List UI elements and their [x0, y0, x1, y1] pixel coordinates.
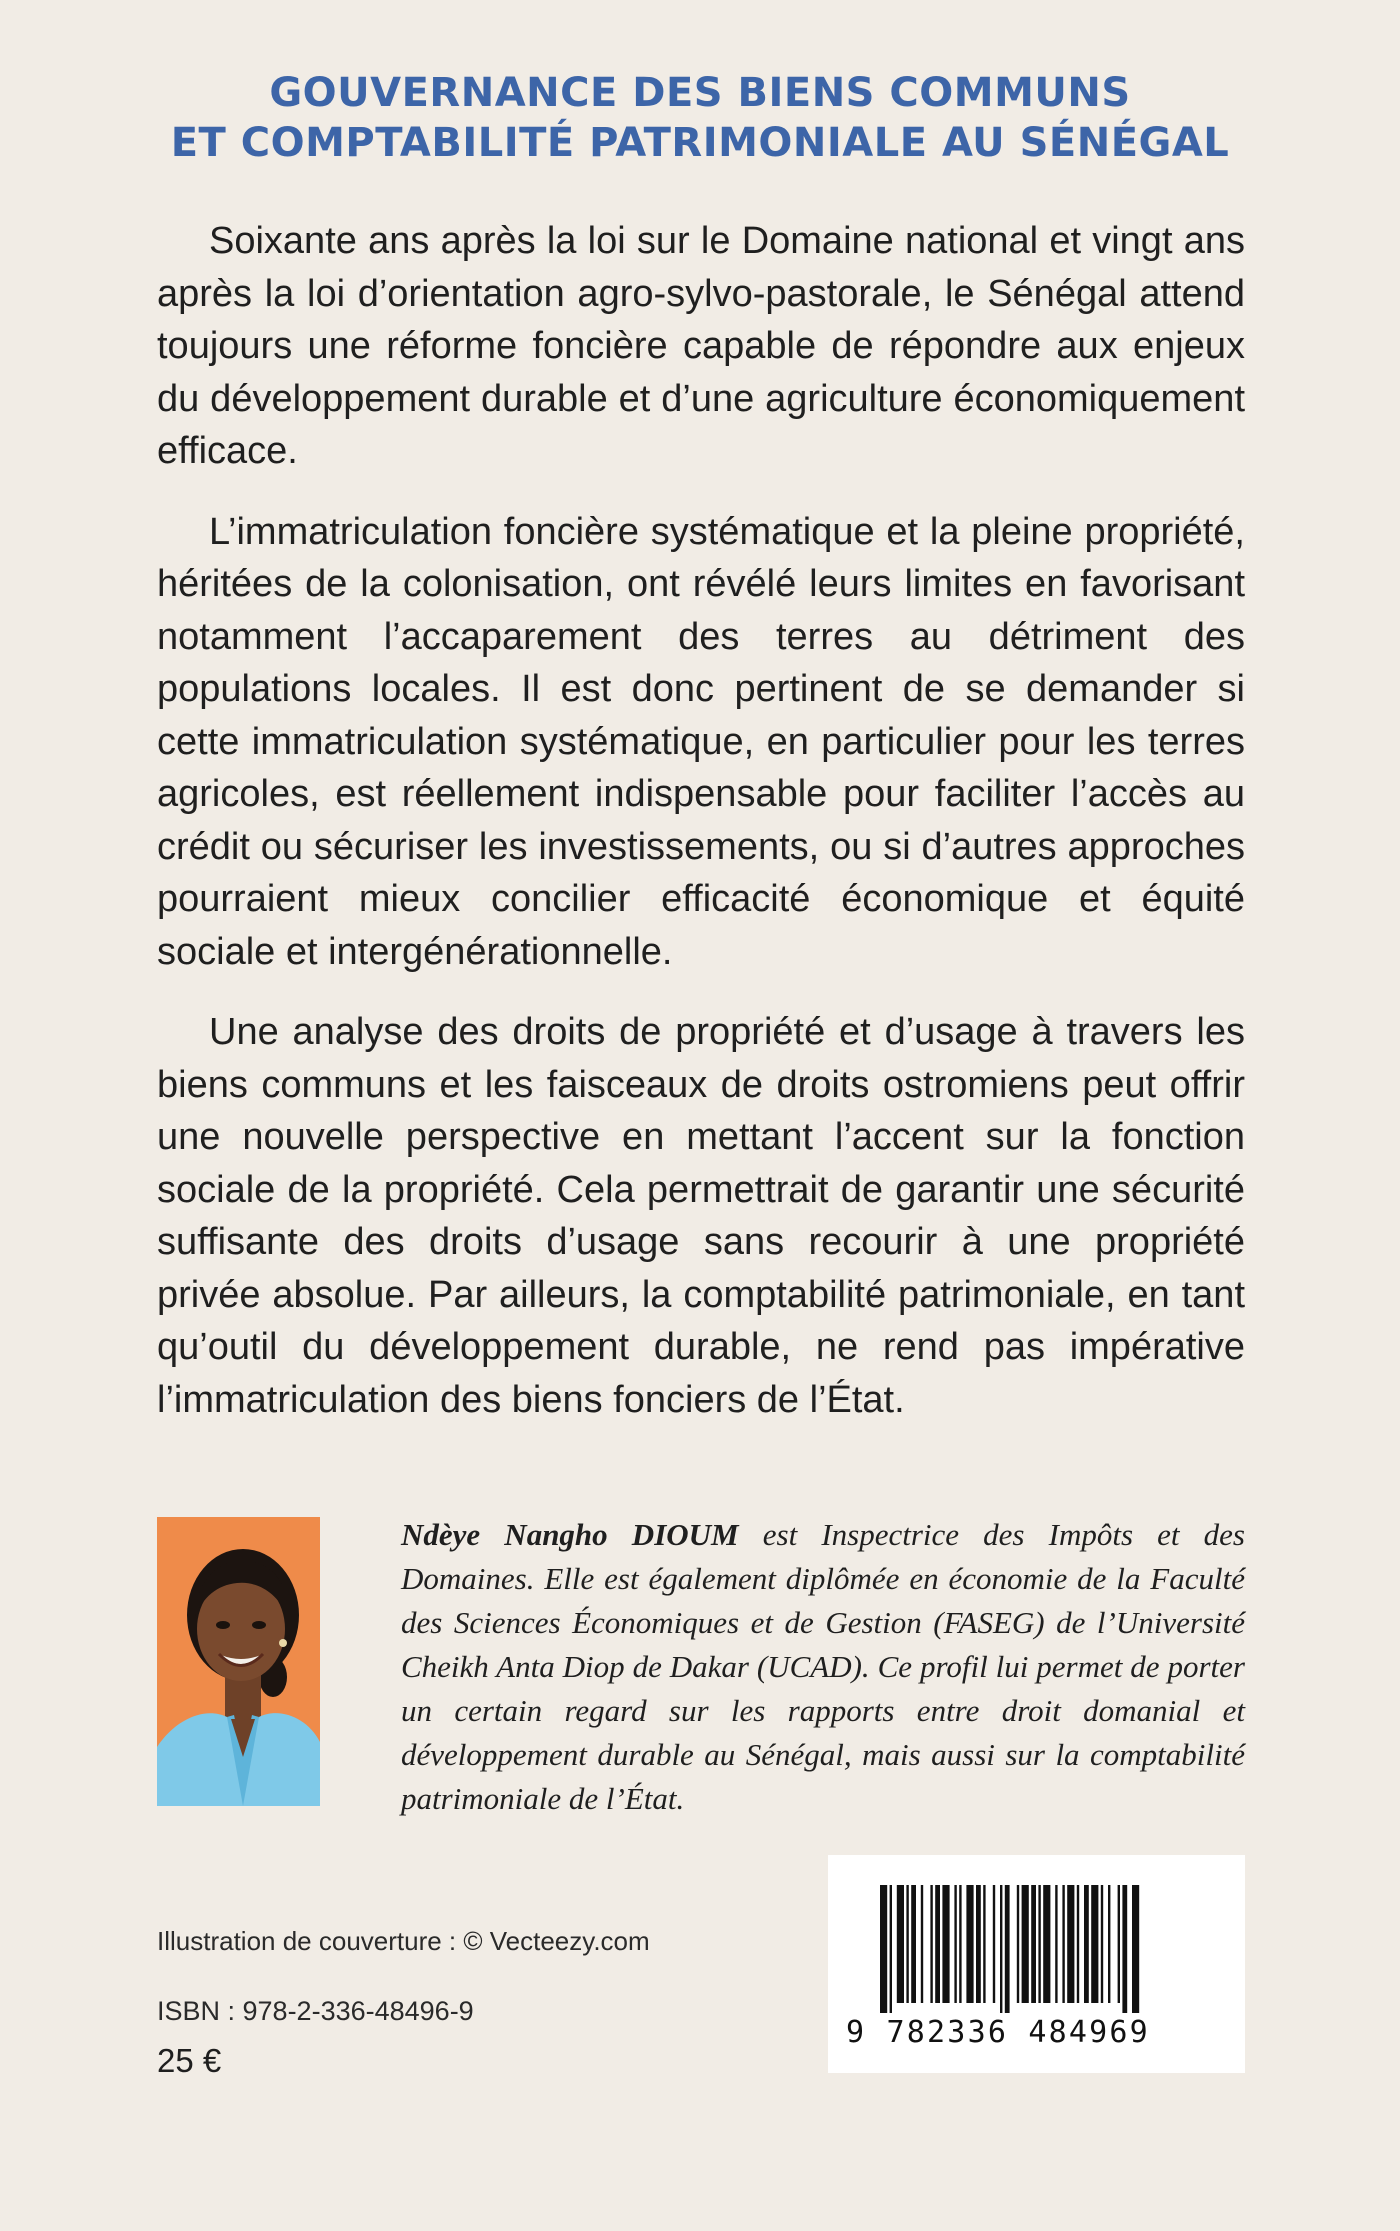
title-line-2: ET COMPTABILITÉ PATRIMONIALE AU SÉNÉGAL	[170, 120, 1230, 166]
summary-text	[157, 215, 1245, 1454]
barcode-bar	[906, 1885, 908, 2003]
cover-credit: Illustration de couverture : © Vecteezy.com	[157, 1926, 650, 1956]
barcode-bar	[921, 1885, 923, 2003]
barcode-bar	[890, 1885, 892, 2013]
summary-paragraph: L’immatriculation foncière systématique et la pleine propriété, héritées de la colonisation, ont révélé leurs limites en favorisant notamment l’accaparement des terres au détriment des populations locales. Il est donc pertinent de se demander si cette immatriculation systématique, en particulier pour les terres agricoles, est réellement indispensable pour faciliter l’accès au crédit ou sécuriser les investissements, ou si d’autres approches pourraient mieux concilier efficacité économique et équité sociale et intergénérationnelle.	[157, 510, 1245, 973]
author-portrait-illustration	[157, 1517, 320, 1806]
barcode-bar	[1055, 1885, 1057, 2003]
summary-paragraph: Soixante ans après la loi sur le Domaine national et vingt ans après la loi d’orientation agro-sylvo-pastorale, le Sénégal attend toujours une réforme foncière capable de répondre aux enjeux du développement durable et d’une agriculture économiquement efficace.	[157, 220, 1245, 472]
author-name: Ndèye Nangho DIOUM	[401, 1517, 739, 1552]
barcode-bar	[1084, 1885, 1089, 2003]
barcode	[828, 1855, 1245, 2073]
barcode-bar	[1031, 1885, 1036, 2003]
barcode-bar	[1005, 1885, 1010, 2013]
barcode-bar	[930, 1885, 932, 2003]
barcode-bar	[976, 1885, 981, 2003]
barcode-bar	[1043, 1885, 1050, 2003]
barcode-bar	[942, 1885, 949, 2003]
barcode-bar	[1101, 1885, 1103, 2003]
price: 25 €	[157, 2042, 222, 2079]
book-title	[0, 68, 1400, 168]
summary-paragraph: Une analyse des droits de propriété et d’usage à travers les biens communs et les faisceaux de droits ostromiens peut offrir une nouvelle perspective en mettant l’accent sur la fonction sociale de la propriété. Cela permettrait de garantir une sécurité suffisante des droits d’usage sans recourir à une propriété privée absolue. Par ailleurs, la comptabilité patrimoniale, en tant qu’outil du développement durable, ne rend pas impérative l’immatriculation des biens fonciers de l’État.	[157, 1011, 1245, 1421]
barcode-bar	[954, 1885, 956, 2003]
author-photo	[157, 1517, 320, 1806]
barcode-bar	[1132, 1885, 1139, 2013]
barcode-bar	[1038, 1885, 1040, 2003]
barcode-bar	[1091, 1885, 1098, 2003]
barcode-bar	[911, 1885, 916, 2003]
barcode-bar	[1077, 1885, 1079, 2003]
barcode-digits: 9 782336 484969	[846, 2015, 1150, 2050]
barcode-bar	[1108, 1885, 1110, 2003]
barcode-bar	[1118, 1885, 1120, 2003]
barcode-bar	[1017, 1885, 1019, 2003]
barcode-bar	[897, 1885, 904, 2003]
barcode-bar	[880, 1885, 887, 2013]
barcode-bar	[1067, 1885, 1074, 2003]
author-bio	[401, 1513, 1245, 1821]
barcode-bar	[935, 1885, 940, 2003]
author-bio-text: est Inspectrice des Impôts et des Domaines. Elle est également diplômée en économie de la Faculté des Sciences Économiques et de Gestion (FASEG) de l’Université Cheikh Anta Diop de Dakar (UCAD). Ce profil lui permet de porter un certain regard sur les rapports entre droit domanial et développement durable au Sénégal, mais aussi sur la comptabilité patrimoniale de l’État.	[401, 1517, 1245, 1816]
isbn: ISBN : 978-2-336-48496-9	[157, 1996, 474, 2026]
barcode-bar	[966, 1885, 973, 2003]
barcode-bar	[959, 1885, 961, 2003]
barcode-bar	[1062, 1885, 1064, 2003]
barcode-bar	[1000, 1885, 1002, 2013]
barcode-bar	[983, 1885, 985, 2003]
barcode-bars	[828, 1855, 1245, 2015]
barcode-bar	[993, 1885, 995, 2003]
title-line-1: GOUVERNANCE DES BIENS COMMUNS	[269, 70, 1131, 116]
barcode-bar	[1122, 1885, 1127, 2013]
barcode-bar	[1022, 1885, 1029, 2003]
